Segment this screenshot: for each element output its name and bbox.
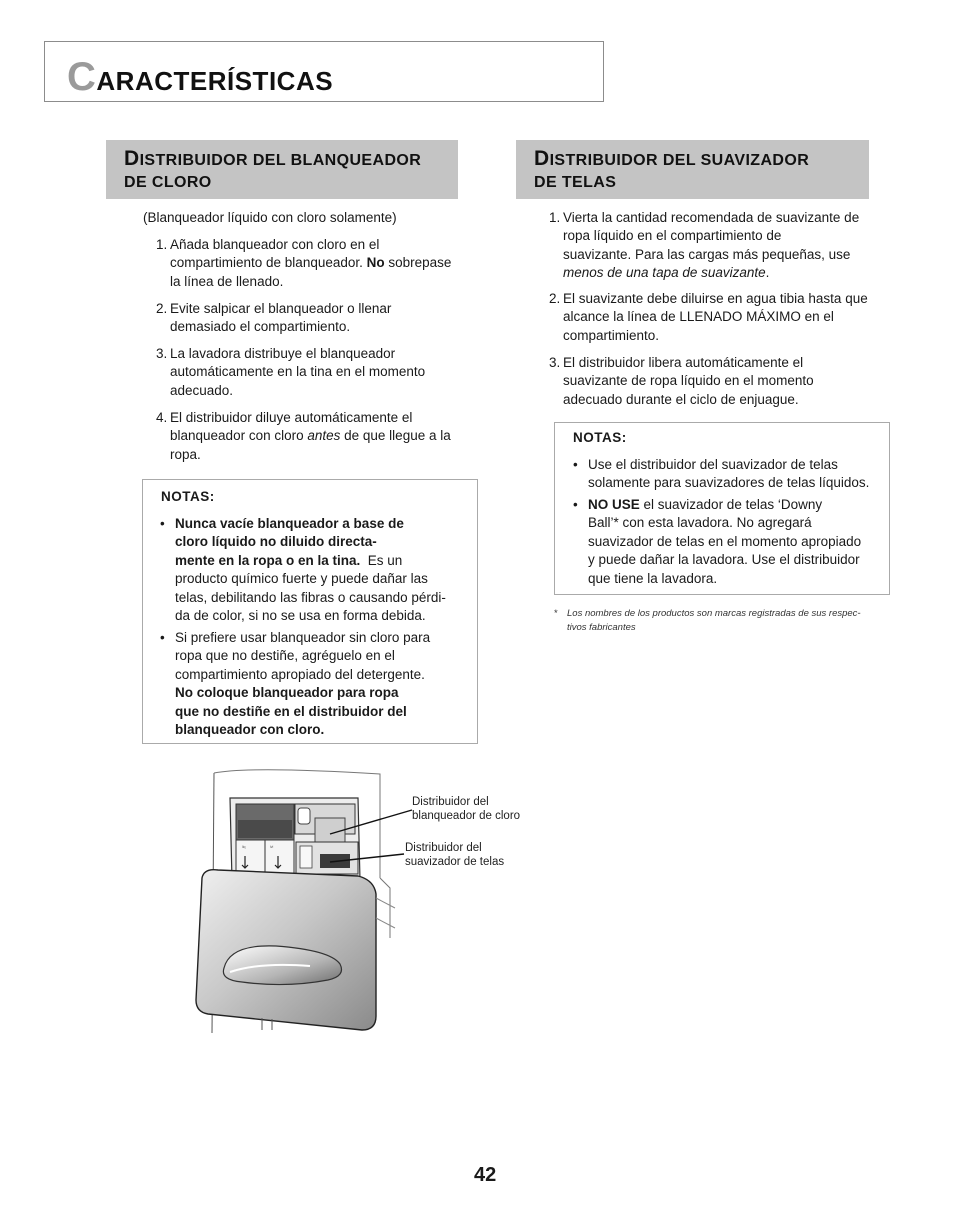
note-line: Use el distribuidor del suavizador de telas [588, 457, 838, 472]
step-line: suavizante. Para las cargas más pequeñas, use [563, 246, 851, 262]
step-line: alcance la línea de LLENADO MÁXIMO en el [563, 309, 834, 325]
note-line: suavizador de telas en el momento apropiado [588, 533, 862, 549]
heading-line2: DE TELAS [534, 174, 617, 191]
bleach-step-2 [156, 300, 476, 337]
note-line: Si prefiere usar blanqueador sin cloro para [175, 630, 431, 645]
softener-step-1 [549, 209, 889, 283]
step-emphasis: menos de una tapa de suavizante [563, 265, 766, 281]
callout-line: Distribuidor del [405, 842, 482, 854]
step-line: demasiado el compartimiento. [170, 319, 351, 335]
step-line: El suavizante debe diluirse en agua tibia hasta que [563, 291, 868, 306]
step-number: 3. [156, 346, 168, 361]
page-title-box [44, 41, 604, 102]
step-line [563, 264, 889, 282]
softener-notes-box [554, 422, 890, 595]
step-line [170, 254, 476, 272]
step-text: de que llegue a la [340, 428, 451, 444]
step-line: la línea de llenado. [170, 273, 284, 289]
footnote-line: tivos fabricantes [567, 622, 636, 633]
bullet-dot: • [573, 457, 578, 472]
step-number: 1. [156, 237, 168, 252]
note-line [175, 515, 465, 533]
step-line: Evite salpicar el blanqueador o llenar [170, 301, 392, 316]
step-line: adecuado durante el ciclo de enjuague. [563, 391, 799, 407]
heading-line1: ISTRIBUIDOR DEL BLANQUEADOR [139, 152, 422, 169]
step-number: 1. [549, 210, 561, 225]
callout-line: Distribuidor del [412, 796, 489, 808]
note-line: solamente para suavizadores de telas líquidos. [588, 475, 870, 491]
step-text: . [765, 265, 770, 281]
bullet-dot: • [573, 497, 578, 512]
note-line: compartimiento apropiado del detergente. [175, 666, 425, 682]
step-line: suavizante de ropa líquido en el momento [563, 373, 814, 389]
bleach-note-1 [160, 515, 465, 625]
svg-text:lvl: lvl [270, 845, 274, 849]
footnote [554, 607, 884, 635]
bleach-notes-box [142, 479, 478, 744]
step-line: ropa. [170, 446, 201, 462]
notes-title: NOTAS: [161, 489, 215, 504]
note-line [175, 721, 465, 739]
note-bold-text: NO USE [588, 497, 640, 512]
step-line: ropa líquido en el compartimiento de [563, 228, 782, 244]
step-text: sobrepase [384, 255, 452, 271]
note-line: ropa que no destiñe, agréguelo en el [175, 648, 395, 664]
step-number: 2. [549, 291, 561, 306]
step-text: blanqueador con cloro [170, 428, 308, 444]
softener-note-2 [573, 496, 885, 588]
note-line [175, 552, 465, 570]
callout-line: blanqueador de cloro [412, 810, 521, 822]
note-line: Ball’* con esta lavadora. No agregará [588, 515, 812, 531]
note-line: da de color, si no se usa en forma debida. [175, 608, 426, 624]
step-line: compartimiento. [563, 327, 660, 343]
step-line: Vierta la cantidad recomendada de suavizante de [563, 210, 860, 225]
step-line: El distribuidor diluye automáticamente el [170, 410, 413, 425]
note-line [588, 496, 885, 514]
page-title-initial: C [67, 55, 97, 99]
note-line: producto químico fuerte y puede dañar las [175, 571, 428, 587]
note-line: telas, debilitando las fibras o causando pérdi- [175, 589, 446, 605]
step-line: La lavadora distribuye el blanqueador [170, 346, 396, 361]
note-line: y puede dañar la lavadora. Use el distribuidor [588, 552, 860, 568]
footnote-line: Los nombres de los productos son marcas registradas de sus respec- [567, 608, 861, 619]
note-line [175, 703, 465, 721]
note-text: Es un [360, 552, 403, 568]
bleach-intro: (Blanqueador líquido con cloro solamente) [143, 210, 397, 225]
callout-bleach-dispenser [412, 795, 520, 823]
step-number: 2. [156, 301, 168, 316]
heading-line2: DE CLORO [124, 174, 212, 191]
note-bold-text: blanqueador con cloro. [175, 722, 325, 738]
page-number: 42 [474, 1164, 497, 1186]
step-line: El distribuidor libera automáticamente el [563, 355, 804, 370]
bleach-note-2 [160, 629, 465, 739]
note-bold-text: que no destiñe en el distribuidor del [175, 703, 407, 719]
callout-line: suavizador de telas [405, 856, 505, 868]
step-line [170, 427, 476, 445]
bullet-dot: • [160, 630, 165, 645]
bleach-step-1 [156, 236, 476, 291]
softener-step-2 [549, 290, 889, 345]
svg-text:liq: liq [242, 845, 246, 849]
bleach-step-4 [156, 409, 476, 464]
bleach-step-3 [156, 345, 476, 400]
note-text: el suavizador de telas ‘Downy [639, 497, 823, 512]
step-line: adecuado. [170, 382, 234, 398]
notes-title: NOTAS: [573, 430, 627, 445]
heading-initial: D [124, 147, 140, 170]
softener-step-3 [549, 354, 889, 409]
heading-initial: D [534, 147, 550, 170]
note-line [175, 533, 465, 551]
note-bold-text: cloro líquido no diluido directa- [175, 534, 377, 550]
step-number: 3. [549, 355, 561, 370]
step-line: Añada blanqueador con cloro en el [170, 237, 380, 252]
page-title [67, 55, 333, 100]
step-line: automáticamente en la tina en el momento [170, 364, 426, 380]
step-emphasis: No [366, 255, 385, 271]
step-text: compartimiento de blanqueador. [170, 255, 367, 271]
heading-line1: ISTRIBUIDOR DEL SUAVIZADOR [549, 152, 810, 169]
footnote-star: * [554, 608, 558, 619]
note-bold-text: mente en la ropa o en la tina. [175, 552, 361, 568]
step-number: 4. [156, 410, 168, 425]
softener-note-1 [573, 456, 885, 493]
note-bold-text: Nunca vacíe blanqueador a base de [175, 516, 404, 531]
page-title-rest: ARACTERÍSTICAS [96, 66, 334, 96]
section-heading-bleach [106, 140, 458, 199]
callout-softener-dispenser [405, 841, 504, 869]
note-line [175, 684, 465, 702]
step-emphasis: antes [307, 428, 341, 444]
section-heading-softener [516, 140, 869, 199]
note-bold-text: No coloque blanqueador para ropa [175, 685, 399, 701]
bullet-dot: • [160, 516, 165, 531]
note-line: que tiene la lavadora. [588, 570, 718, 586]
